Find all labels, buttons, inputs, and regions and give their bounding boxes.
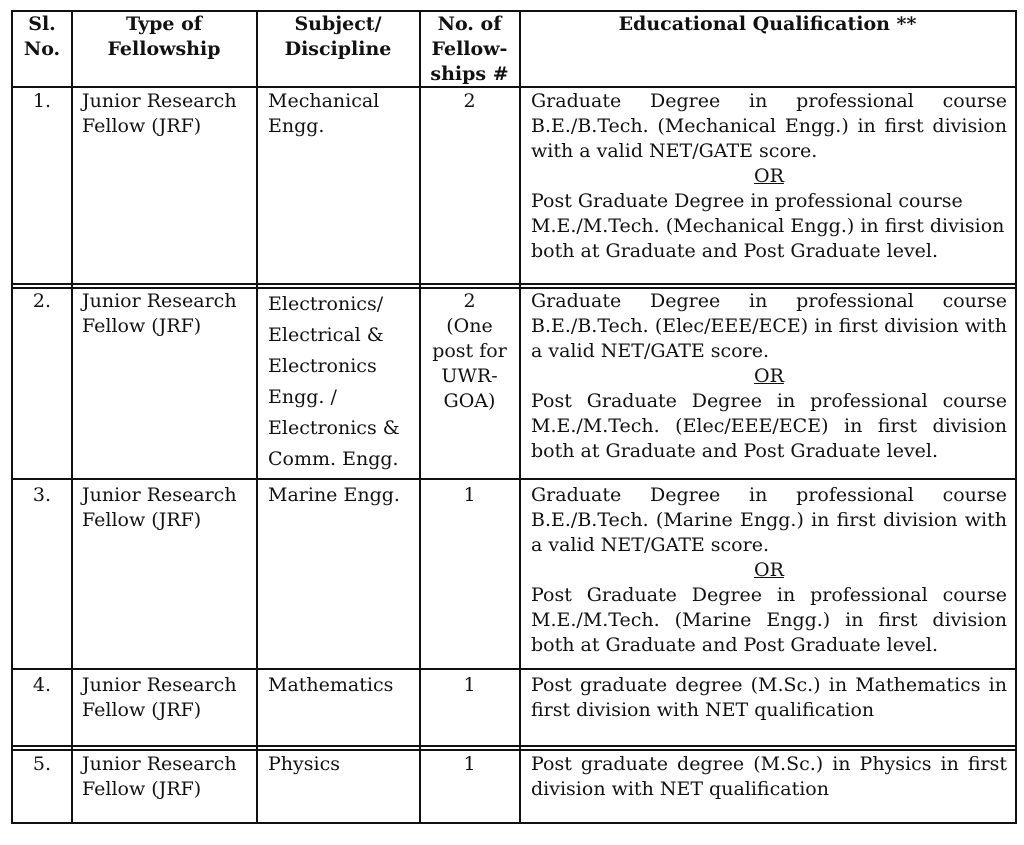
or-separator: OR — [754, 365, 784, 387]
row-3-subject: Marine Engg. — [268, 484, 400, 506]
row-1-subject: Mechanical Engg. — [268, 90, 380, 137]
qualification-graduate: Graduate Degree in professional course B.E./B.Tech. (Mechanical Engg.) in first division with a valid NET/GATE score. — [531, 90, 1007, 162]
row-3-type: Junior Research Fellow (JRF) — [82, 484, 237, 531]
header-number: No. of Fellow- ships # — [430, 13, 509, 85]
row-3-sl: 3. — [32, 484, 52, 506]
row-1-type: Junior Research Fellow (JRF) — [82, 90, 237, 137]
fellowship-table — [11, 10, 1017, 824]
header-fellowship-type: Type of Fellowship — [107, 13, 221, 60]
row-divider — [13, 478, 1015, 480]
row-5-qualification — [531, 752, 1007, 802]
row-4-number: 1 — [463, 674, 476, 696]
row-2-subject: Electronics/ Electrical & Electronics Engg. / Electronics & Comm. Engg. — [268, 293, 400, 470]
row-5-type: Junior Research Fellow (JRF) — [82, 753, 237, 800]
row-5-subject: Physics — [268, 753, 340, 775]
qualification-post-graduate: Post Graduate Degree in professional course M.E./M.Tech. (Elec/EEE/ECE) in first division both at Graduate and Post Graduate level. — [531, 390, 1007, 462]
header-qualification: Educational Qualification ** — [618, 13, 917, 35]
or-separator: OR — [754, 165, 784, 187]
row-3-qualification — [531, 483, 1007, 658]
qualification-graduate: Graduate Degree in professional course B.E./B.Tech. (Marine Engg.) in first division with a valid NET/GATE score. — [531, 484, 1007, 556]
qualification-text: Post graduate degree (M.Sc.) in Mathematics in first division with NET qualification — [531, 674, 1007, 721]
row-1-number: 2 — [463, 90, 476, 112]
row-divider — [13, 745, 1015, 747]
or-separator: OR — [754, 559, 784, 581]
qualification-post-graduate: Post Graduate Degree in professional course M.E./M.Tech. (Marine Engg.) in first division both at Graduate and Post Graduate level. — [531, 584, 1007, 656]
column-divider — [419, 12, 421, 822]
row-divider — [13, 283, 1015, 285]
row-4-sl: 4. — [32, 674, 52, 696]
row-4-type: Junior Research Fellow (JRF) — [82, 674, 237, 721]
row-5-number: 1 — [463, 753, 476, 775]
header-subject: Subject/ Discipline — [284, 13, 392, 60]
row-3-number: 1 — [463, 484, 476, 506]
header-sl-no: Sl. No. — [23, 13, 61, 60]
row-4-subject: Mathematics — [268, 674, 394, 696]
row-divider — [13, 749, 1015, 751]
row-2-number: 2 (One post for UWR- GOA) — [432, 290, 507, 412]
row-4-qualification — [531, 673, 1007, 723]
row-5-sl: 5. — [32, 753, 52, 775]
column-divider — [519, 12, 521, 822]
qualification-text: Post graduate degree (M.Sc.) in Physics in first division with NET qualification — [531, 753, 1007, 800]
row-2-sl: 2. — [32, 290, 52, 312]
qualification-graduate: Graduate Degree in professional course B.E./B.Tech. (Elec/EEE/ECE) in first division with a valid NET/GATE score. — [531, 290, 1007, 362]
column-divider — [256, 12, 258, 822]
row-2-type: Junior Research Fellow (JRF) — [82, 290, 237, 337]
row-1-qualification — [531, 89, 1007, 264]
row-divider — [13, 668, 1015, 670]
column-divider — [71, 12, 73, 822]
qualification-post-graduate: Post Graduate Degree in professional course M.E./M.Tech. (Mechanical Engg.) in first division both at Graduate and Post Graduate level. — [531, 190, 1005, 262]
row-1-sl: 1. — [32, 90, 52, 112]
row-2-qualification — [531, 289, 1007, 464]
